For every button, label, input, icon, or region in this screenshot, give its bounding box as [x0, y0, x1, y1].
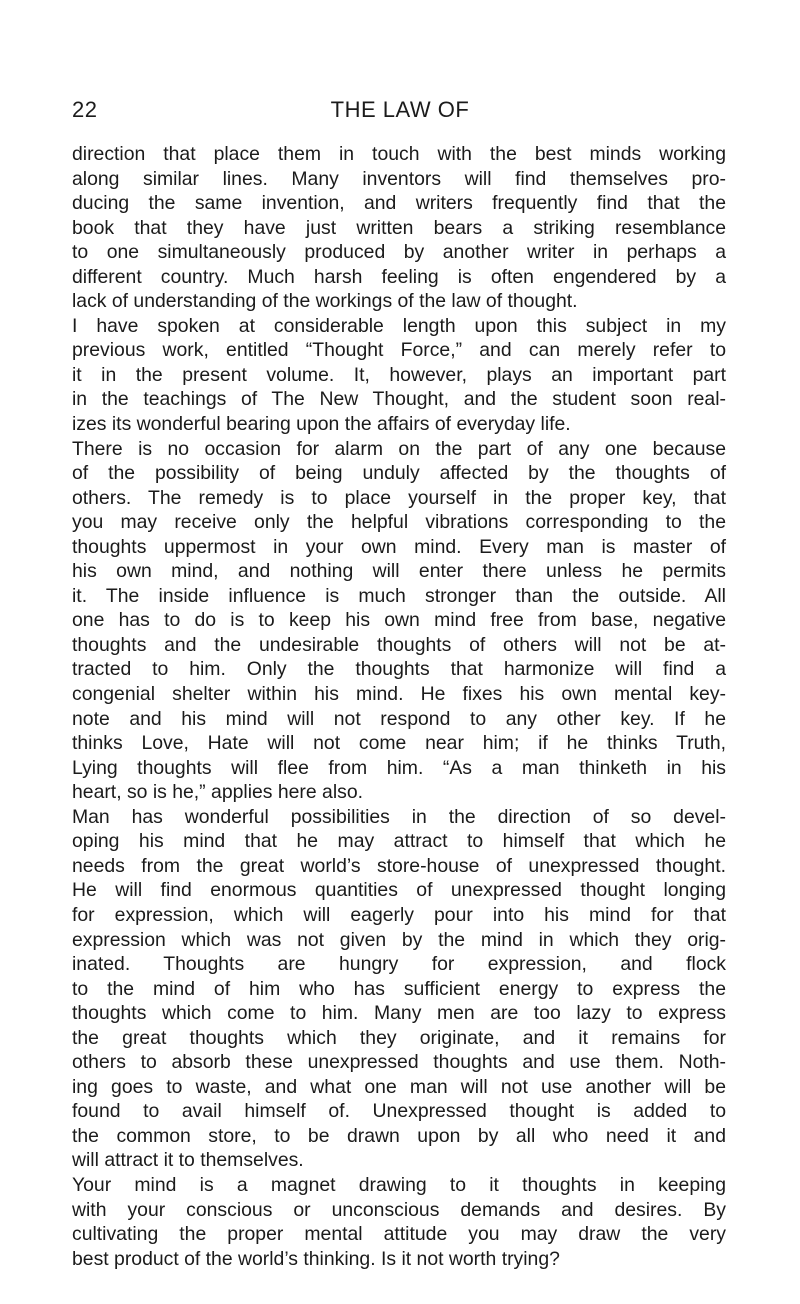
text-line: his own mind, and nothing will enter there unless he permits — [72, 560, 726, 583]
text-line: heart, so is he,” applies here also. — [72, 781, 364, 804]
text-line: found to avail himself of. Unexpressed thought is added to — [72, 1100, 726, 1123]
running-head — [72, 97, 728, 129]
text-line: expression which was not given by the mind in which they orig- — [72, 928, 726, 951]
text-line: best product of the world’s thinking. Is it not worth trying? — [72, 1247, 560, 1270]
text-line: the great thoughts which they originate, and it remains for — [72, 1026, 726, 1049]
text-line: previous work, entitled “Thought Force,” and can merely refer to — [72, 339, 726, 362]
page-number: 22 — [72, 97, 98, 122]
text-line: There is no occasion for alarm on the part of any one because — [72, 437, 726, 460]
text-line: note and his mind will not respond to any other key. If he — [72, 707, 726, 730]
text-line: ing goes to waste, and what one man will not use another will be — [72, 1075, 726, 1098]
text-line: with your conscious or unconscious demands and desires. By — [72, 1198, 726, 1221]
text-line: to the mind of him who has sufficient energy to express the — [72, 977, 726, 1000]
text-line: you may receive only the helpful vibrations corresponding to the — [72, 511, 726, 534]
text-line: it in the present volume. It, however, plays an important part — [72, 363, 726, 386]
text-line: thoughts uppermost in your own mind. Every man is master of — [72, 535, 726, 558]
text-line: thinks Love, Hate will not come near him; if he thinks Truth, — [72, 732, 726, 755]
text-line: one has to do is to keep his own mind free from base, negative — [72, 609, 726, 632]
text-line: to one simultaneously produced by another writer in perhaps a — [72, 241, 726, 264]
text-line: the common store, to be drawn upon by all who need it and — [72, 1124, 726, 1147]
text-line: book that they have just written bears a striking resemblance — [72, 216, 726, 239]
text-line: I have spoken at considerable length upon this subject in my — [72, 314, 726, 337]
text-line: needs from the great world’s store-house of unexpressed thought. — [72, 854, 726, 877]
text-line: oping his mind that he may attract to himself that which he — [72, 830, 726, 853]
text-line: ducing the same invention, and writers frequently find that the — [72, 192, 726, 215]
text-line: lack of understanding of the workings of the law of thought. — [72, 290, 578, 313]
text-line: thoughts which come to him. Many men are too lazy to express — [72, 1002, 726, 1025]
text-line: Your mind is a magnet drawing to it thoughts in keeping — [72, 1173, 726, 1196]
text-line: in the teachings of The New Thought, and the student soon real- — [72, 388, 726, 411]
text-line: congenial shelter within his mind. He fixes his own mental key- — [72, 683, 726, 706]
text-line: Man has wonderful possibilities in the direction of so devel- — [72, 805, 726, 828]
text-line: along similar lines. Many inventors will find themselves pro- — [72, 167, 726, 190]
text-line: direction that place them in touch with the best minds working — [72, 143, 726, 165]
text-line: will attract it to themselves. — [72, 1149, 304, 1172]
text-line: inated. Thoughts are hungry for expression, and flock — [72, 953, 726, 976]
text-line: tracted to him. Only the thoughts that harmonize will find a — [72, 658, 726, 681]
text-line: others. The remedy is to place yourself in the proper key, that — [72, 486, 726, 509]
text-line: izes its wonderful bearing upon the affairs of everyday life. — [72, 413, 571, 436]
text-line: for expression, which will eagerly pour into his mind for that — [72, 903, 726, 926]
text-line: Lying thoughts will flee from him. “As a man thinketh in his — [72, 756, 726, 779]
text-line: it. The inside influence is much stronger than the outside. All — [72, 584, 726, 607]
text-line: others to absorb these unexpressed thoughts and use them. Noth- — [72, 1051, 726, 1074]
body-text — [72, 142, 726, 1271]
text-line: thoughts and the undesirable thoughts of others will not be at- — [72, 633, 726, 656]
running-title: THE LAW OF — [330, 97, 470, 122]
text-line: of the possibility of being unduly affected by the thoughts of — [72, 462, 726, 485]
text-line: cultivating the proper mental attitude you may draw the very — [72, 1223, 726, 1246]
text-line: He will find enormous quantities of unexpressed thought longing — [72, 879, 726, 902]
text-line: different country. Much harsh feeling is often engendered by a — [72, 265, 726, 288]
